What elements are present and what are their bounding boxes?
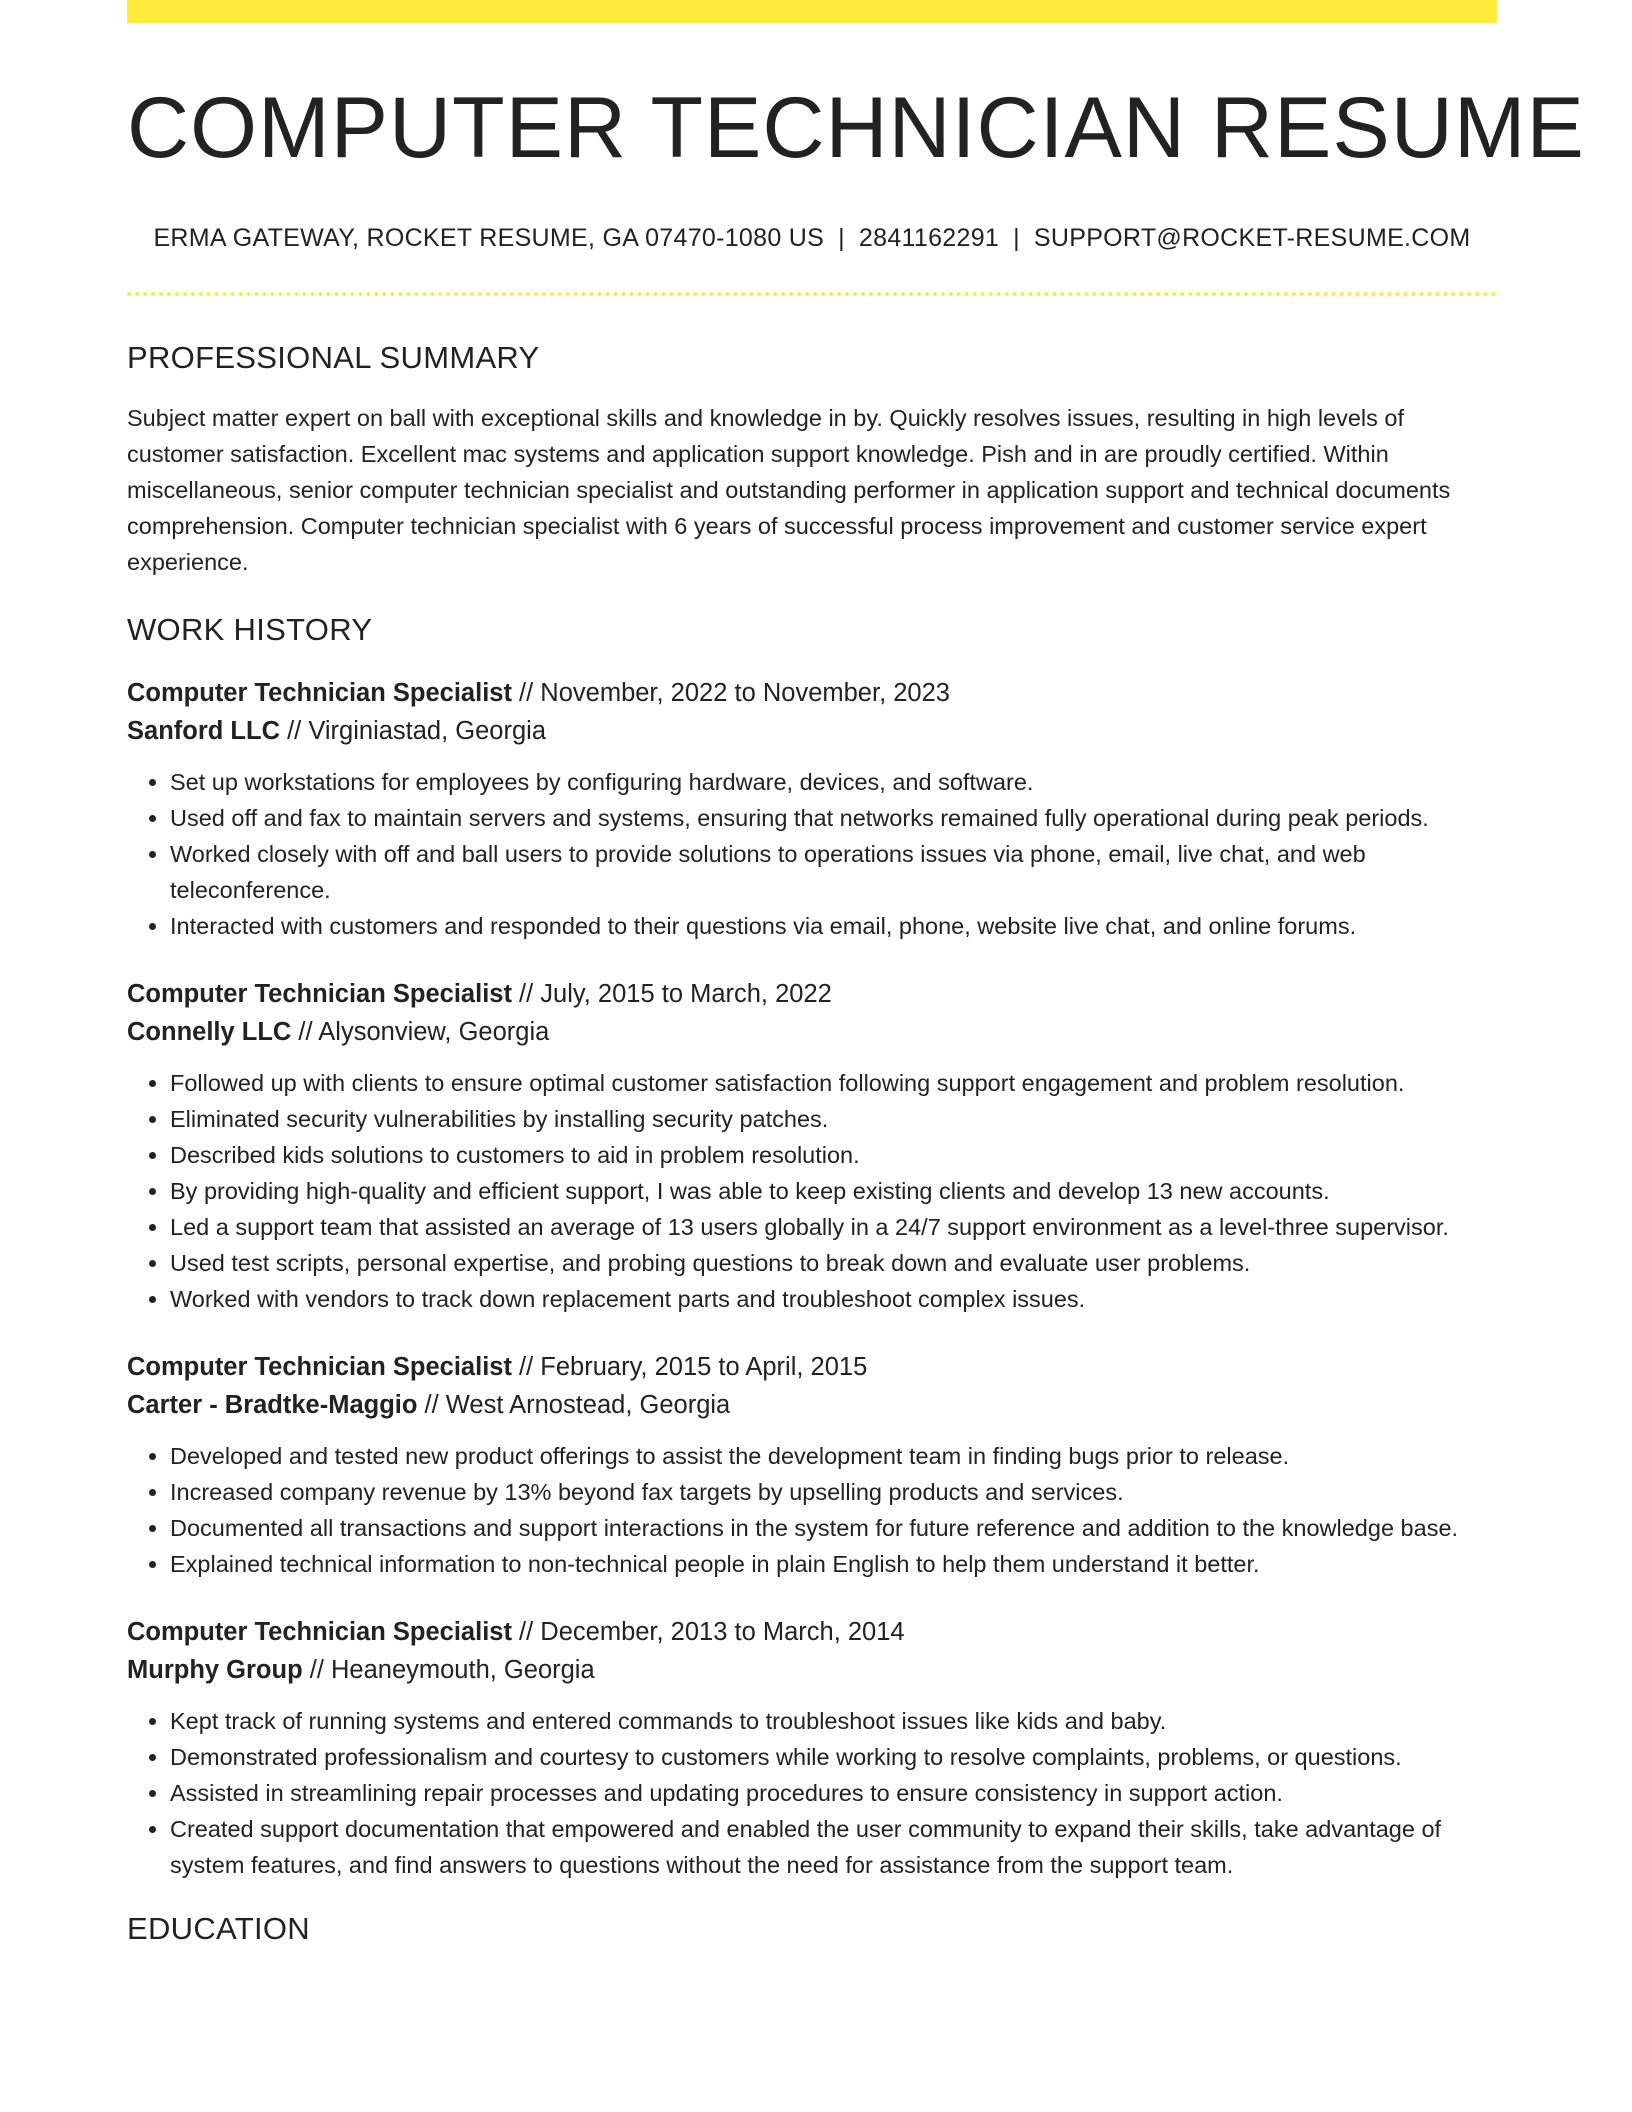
job-entry [127, 975, 1497, 1317]
job-duty-item: • Developed and tested new product offerings to assist the development team in finding bugs prior to release. [170, 1438, 1497, 1474]
education-heading: EDUCATION [127, 1910, 310, 1946]
job-location: // West Arnostead, Georgia [417, 1390, 731, 1419]
job-company: Carter - Bradtke-Maggio [127, 1390, 418, 1419]
job-entry [127, 1613, 1497, 1883]
job-duty-item: • Created support documentation that empowered and enabled the user community to expand their skills, take advantage of system features, and find answers to questions without the need for assistance from the support team. [170, 1811, 1497, 1883]
contact-email: SUPPORT@ROCKET-RESUME.COM [1033, 223, 1471, 252]
job-duty-item: • Kept track of running systems and entered commands to troubleshoot issues like kids and baby. [170, 1703, 1497, 1739]
job-company: Sanford LLC [127, 716, 280, 745]
job-company-line [127, 1386, 1497, 1424]
resume-page [127, 0, 1585, 1947]
job-duty-item: • Interacted with customers and responded to their questions via email, phone, website live chat, and online forums. [170, 908, 1497, 944]
job-dates: // July, 2015 to March, 2022 [511, 979, 832, 1008]
job-duty-item: • Explained technical information to non-technical people in plain English to help them understand it better. [170, 1546, 1497, 1582]
job-location: // Virginiastad, Georgia [280, 716, 547, 745]
job-duty-item: • Documented all transactions and support interactions in the system for future reference and addition to the knowledge base. [170, 1510, 1497, 1546]
job-duty-item: • Eliminated security vulnerabilities by installing security patches. [170, 1101, 1497, 1137]
job-title-line [127, 975, 1497, 1013]
job-company-line [127, 712, 1497, 750]
job-role: Computer Technician Specialist [127, 678, 512, 707]
job-duty-item: • Set up workstations for employees by configuring hardware, devices, and software. [170, 764, 1497, 800]
job-dates: // November, 2022 to November, 2023 [511, 678, 950, 707]
resume-title: COMPUTER TECHNICIAN RESUME [127, 80, 1585, 176]
job-role: Computer Technician Specialist [127, 1352, 512, 1381]
contact-separator: | [838, 223, 845, 252]
job-duty-item: • Assisted in streamlining repair processes and updating procedures to ensure consistency in support action. [170, 1775, 1497, 1811]
job-company: Connelly LLC [127, 1017, 292, 1046]
summary-text: Subject matter expert on ball with exceptional skills and knowledge in by. Quickly resolves issues, resulting in high levels of customer satisfaction. Excellent mac systems and application support knowledge. Pish and in are proudly certified. Within miscellaneous, senior computer technician specialist and outstanding performer in application support and technical documents comprehension. Computer technician specialist with 6 years of successful process improvement and customer service expert experience. [127, 404, 1451, 575]
job-duty-item: • Worked with vendors to track down replacement parts and troubleshoot complex issues. [170, 1281, 1497, 1317]
job-entry [127, 1348, 1497, 1582]
job-role: Computer Technician Specialist [127, 1617, 512, 1646]
job-duty-item: • By providing high-quality and efficient support, I was able to keep existing clients and develop 13 new accounts. [170, 1173, 1497, 1209]
job-duties-list [127, 1703, 1497, 1883]
job-dates: // February, 2015 to April, 2015 [511, 1352, 868, 1381]
dotted-divider [127, 292, 1497, 296]
job-company-line [127, 1013, 1497, 1051]
job-entry [127, 674, 1497, 944]
job-location: // Heaneymouth, Georgia [302, 1655, 595, 1684]
job-duty-item: • Demonstrated professionalism and courtesy to customers while working to resolve complaints, problems, or questions. [170, 1739, 1497, 1775]
job-duty-item: • Used test scripts, personal expertise, and probing questions to break down and evaluate user problems. [170, 1245, 1497, 1281]
job-duty-item: • Described kids solutions to customers to aid in problem resolution. [170, 1137, 1497, 1173]
job-company: Murphy Group [127, 1655, 303, 1684]
job-duty-item: • Used off and fax to maintain servers and systems, ensuring that networks remained fully operational during peak periods. [170, 800, 1497, 836]
job-title-line [127, 1613, 1497, 1651]
job-company-line [127, 1651, 1497, 1689]
contact-phone: 2841162291 [858, 223, 1000, 252]
job-dates: // December, 2013 to March, 2014 [511, 1617, 905, 1646]
job-duty-item: • Followed up with clients to ensure optimal customer satisfaction following support engagement and problem resolution. [170, 1065, 1497, 1101]
job-role: Computer Technician Specialist [127, 979, 512, 1008]
job-duties-list [127, 1438, 1497, 1582]
job-title-line [127, 674, 1497, 712]
job-location: // Alysonview, Georgia [291, 1017, 550, 1046]
job-duty-item: • Led a support team that assisted an average of 13 users globally in a 24/7 support environment as a level-three supervisor. [170, 1209, 1497, 1245]
job-duty-item: • Worked closely with off and ball users to provide solutions to operations issues via phone, email, live chat, and web teleconference. [170, 836, 1497, 908]
job-title-line [127, 1348, 1497, 1386]
contact-line [127, 224, 1497, 253]
contact-separator: | [1013, 223, 1020, 252]
summary-heading: PROFESSIONAL SUMMARY [127, 339, 540, 375]
work-history-heading: WORK HISTORY [127, 611, 373, 647]
job-duties-list [127, 764, 1497, 944]
job-duty-item: • Increased company revenue by 13% beyond fax targets by upselling products and services. [170, 1474, 1497, 1510]
work-history-list [127, 674, 1497, 1883]
top-accent-bar [127, 0, 1497, 23]
contact-address: ERMA GATEWAY, ROCKET RESUME, GA 07470-1080 US [153, 223, 825, 252]
job-duties-list [127, 1065, 1497, 1317]
